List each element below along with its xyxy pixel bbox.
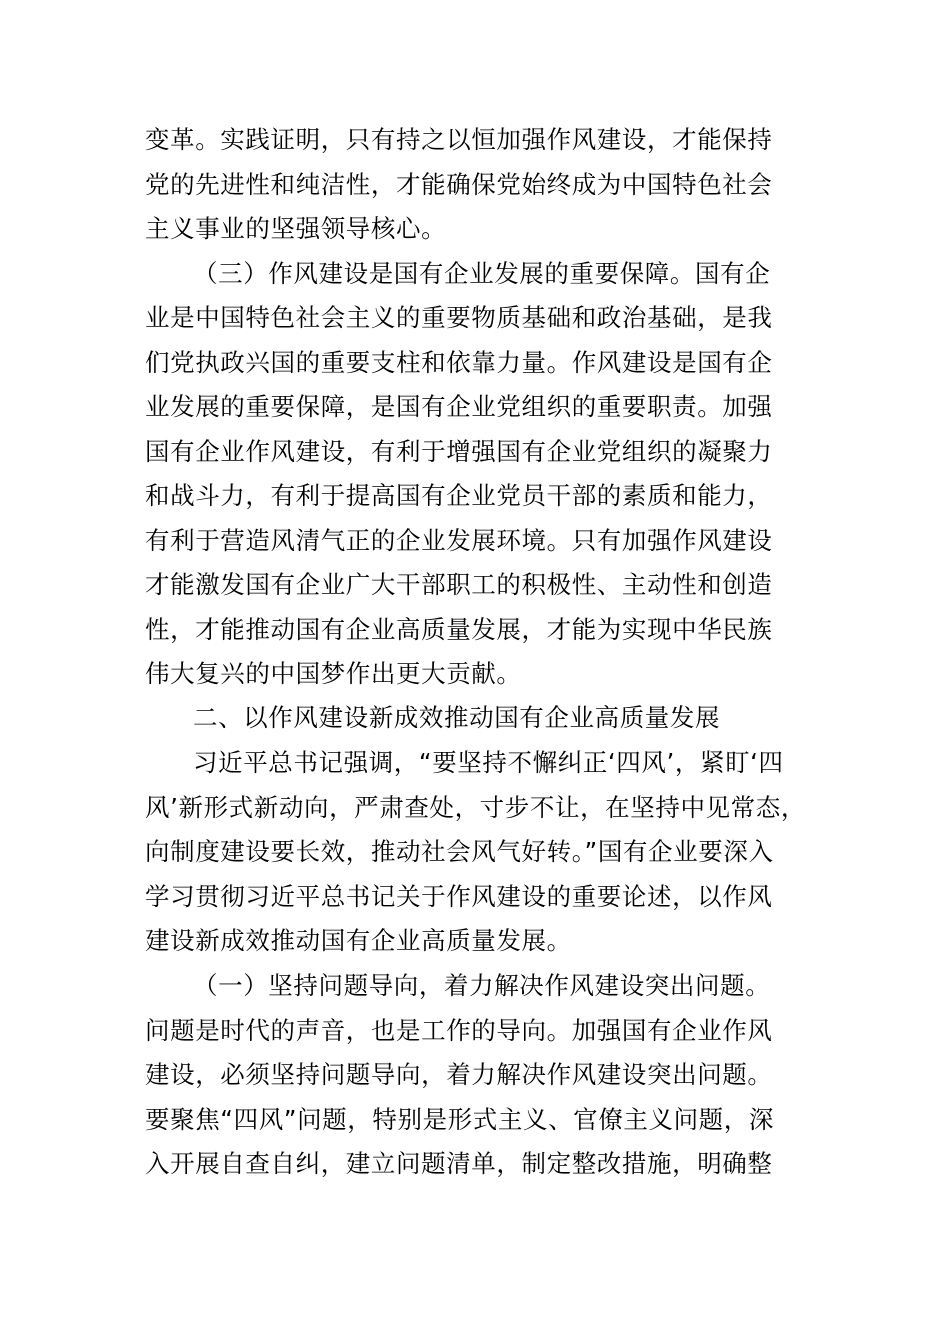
paragraph-line: 主义事业的坚强领导核心。	[145, 214, 447, 243]
paragraph-line: 学习贯彻习近平总书记关于作风建设的重要论述，以作风	[145, 882, 773, 911]
paragraph-line: 要聚焦“四风”问题，特别是形式主义、官僚主义问题，深	[145, 1105, 774, 1134]
paragraph-line: 入开展自查自纠，建立问题清单，制定整改措施，明确整	[145, 1149, 773, 1178]
paragraph-line: 建设，必须坚持问题导向，着力解决作风建设突出问题。	[145, 1060, 773, 1089]
paragraph-line: 国有企业作风建设，有利于增强国有企业党组织的凝聚力	[145, 437, 773, 466]
paragraph-line: 业是中国特色社会主义的重要物质基础和政治基础，是我	[145, 303, 773, 332]
paragraph-line: 党的先进性和纯洁性，才能确保党始终成为中国特色社会	[145, 170, 773, 199]
paragraph-line: 业发展的重要保障，是国有企业党组织的重要职责。加强	[145, 392, 773, 421]
paragraph-line: 才能激发国有企业广大干部职工的积极性、主动性和创造	[145, 570, 773, 599]
paragraph-line: 风’新形式新动向，严肃查处，寸步不让，在坚持中见常态，	[145, 793, 806, 822]
paragraph-line: 习近平总书记强调，“要坚持不懈纠正‘四风’，紧盯‘四	[193, 748, 784, 777]
paragraph-line: 向制度建设要长效，推动社会风气好转。”国有企业要深入	[145, 837, 774, 866]
paragraph-line: 和战斗力，有利于提高国有企业党员干部的素质和能力，	[145, 481, 773, 510]
section-heading-3: （三）作风建设是国有企业发展的重要保障。国有企	[193, 259, 771, 288]
paragraph-line: 伟大复兴的中国梦作出更大贡献。	[145, 659, 522, 688]
section-heading-1: （一）坚持问题导向，着力解决作风建设突出问题。	[193, 971, 771, 1000]
paragraph-line: 问题是时代的声音，也是工作的导向。加强国有企业作风	[145, 1016, 773, 1045]
paragraph-line: 们党执政兴国的重要支柱和依靠力量。作风建设是国有企	[145, 348, 773, 377]
paragraph-line: 有利于营造风清气正的企业发展环境。只有加强作风建设	[145, 526, 773, 555]
paragraph-line: 建设新成效推动国有企业高质量发展。	[145, 926, 572, 955]
section-heading-2: 二、以作风建设新成效推动国有企业高质量发展	[193, 703, 721, 732]
paragraph-line: 性，才能推动国有企业高质量发展，才能为实现中华民族	[145, 615, 773, 644]
paragraph-line: 变革。实践证明，只有持之以恒加强作风建设，才能保持	[145, 125, 773, 154]
